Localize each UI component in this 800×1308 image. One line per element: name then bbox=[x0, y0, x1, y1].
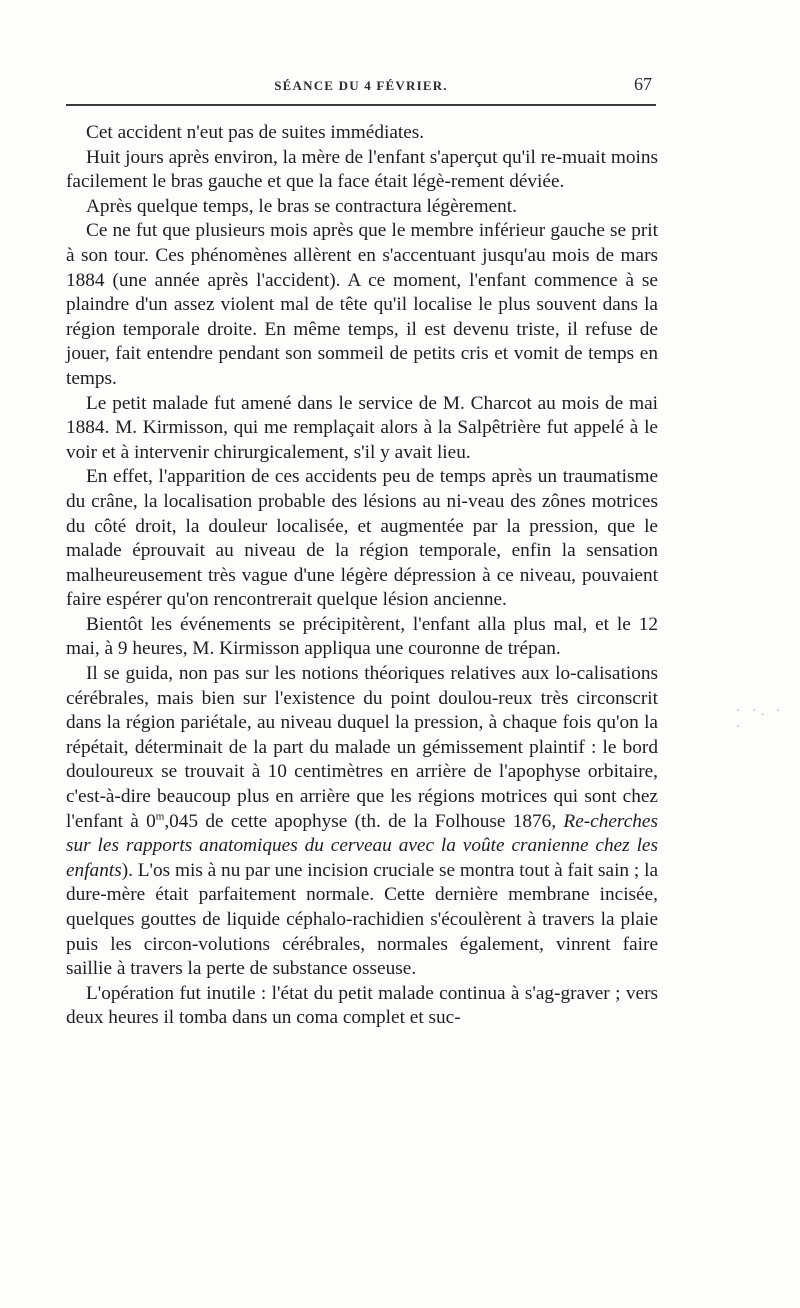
citation-title: Re-cherches sur les rapports anatomiques du cerveau avec la voûte cranienne chez les enfants bbox=[66, 810, 658, 881]
paragraph-4: Ce ne fut que plusieurs mois après que le membre inférieur gauche se prit à son tour. Ces phénomènes allèrent en s'accentuant jusqu'au mois de mars 1884 (une année après l'accident). A ce moment, l'enfant commence à se plaindre d'un assez violent mal de tête qu'il localise le plus souvent dans la région temporale droite. En même temps, il est devenu triste, il refuse de jouer, fait entendre pendant son sommeil de petits cris et vomit de temps en temps. bbox=[66, 220, 658, 389]
running-head bbox=[66, 70, 656, 98]
paragraph-1: Cet accident n'eut pas de suites immédiates. bbox=[86, 122, 425, 143]
paragraph-3: Après quelque temps, le bras se contractura légèrement. bbox=[86, 195, 517, 217]
paragraph-2: Huit jours après environ, la mère de l'enfant s'aperçut qu'il re-muait moins facilement le bras gauche et que la face était légè-rement déviée. bbox=[66, 146, 658, 193]
paragraph-6: En effet, l'apparition de ces accidents peu de temps après un traumatisme du crâne, la localisation probable des lésions au ni-veau des zônes motrices du côté droit, la douleur localisée, et augmentée par la pression, que le malade éprouvait au niveau de la région temporale, enfin la sensation malheureusement très vague d'une légère dépression à ce niveau, pouvaient faire espérer qu'on rencontrerait quelque lésion ancienne. bbox=[66, 466, 658, 611]
paragraph-8-text-b: ,045 de cette apophyse (th. de la Folhouse 1876, bbox=[164, 810, 564, 832]
paragraph-5: Le petit malade fut amené dans le service de M. Charcot au mois de mai 1884. M. Kirmisson, qui me remplaçait alors à la Salpêtrière fut appelé à le voir et à intervenir chirurgicalement, s'il y avait lieu. bbox=[66, 392, 658, 463]
paragraph-8-text-c: ). L'os mis à nu par une incision cruciale se montra tout à fait sain ; la dure-mère était parfaitement normale. Cette dernière membrane incisée, quelques gouttes de liquide céphalo-rachidien s'écoulèrent à travers la plaie puis les circon-volutions cérébrales, normales également, vinrent faire saillie à travers la perte de substance osseuse. bbox=[66, 859, 658, 980]
paragraph-9: L'opération fut inutile : l'état du petit malade continua à s'ag-graver ; vers deux heures il tomba dans un coma complet et suc- bbox=[66, 982, 658, 1029]
paragraph-7: Bientôt les événements se précipitèrent, l'enfant alla plus mal, et le 12 mai, à 9 heures, M. Kirmisson appliqua une couronne de trépan. bbox=[66, 613, 658, 660]
header-rule bbox=[66, 104, 656, 106]
paragraph-8-text-a: Il se guida, non pas sur les notions théoriques relatives aux lo-calisations cérébrales, mais bien sur l'existence du point doulou-reux très circonscrit dans la région pariétale, au niveau duquel la pression, à chaque fois qu'on la répétait, déterminait de la part du malade un gémissement plaintif : le bord douloureux se trouvait à 10 centimètres en arrière de l'apophyse orbitaire, c'est-à-dire beaucoup plus en arrière que les régions motrices qui sont chez l'enfant à 0 bbox=[66, 663, 658, 832]
page-number: 67 bbox=[634, 74, 652, 94]
running-title: SÉANCE DU 4 FÉVRIER. bbox=[274, 78, 448, 93]
margin-smudge: · ·. · · bbox=[736, 704, 785, 735]
body-text bbox=[66, 121, 658, 1031]
paragraph-8 bbox=[66, 662, 658, 982]
measure-unit-superscript: m bbox=[155, 810, 165, 823]
